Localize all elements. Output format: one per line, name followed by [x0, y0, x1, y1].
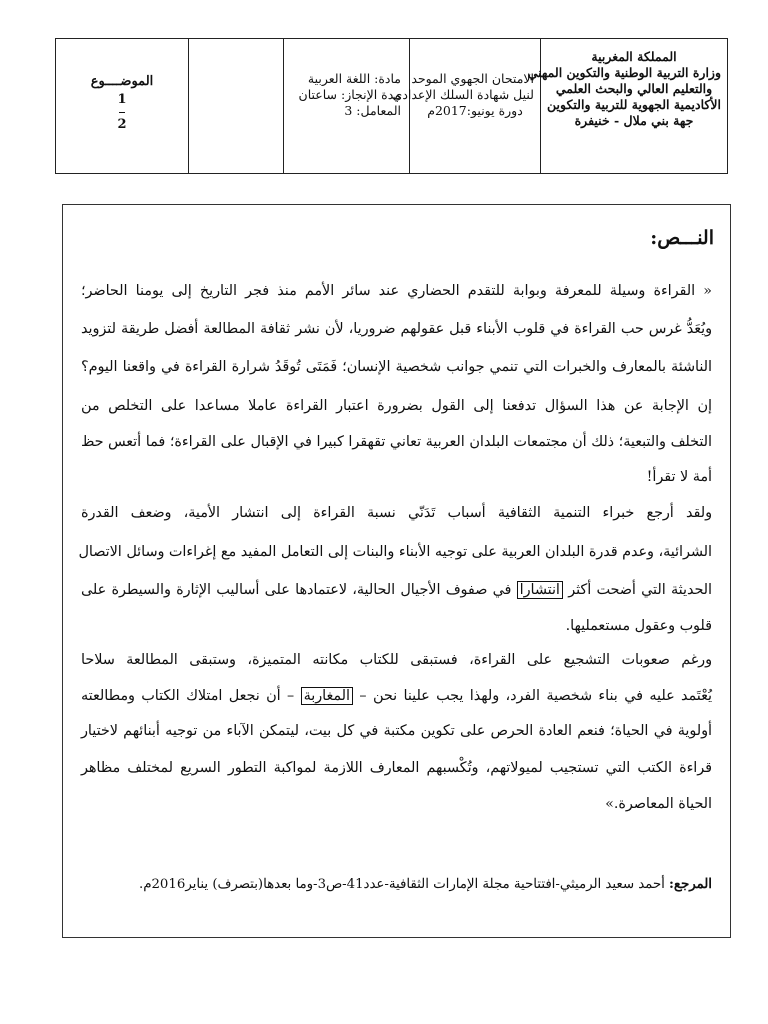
text-line-9-part-1: الحديثة التي أضحت أكثر — [568, 582, 713, 598]
page-total: 2 — [117, 117, 127, 132]
text-line-2: ويُعَدُّ غرس حب القراءة في قلوب الأبناء قبل عقولهم ضروريا، لأن نشر ثقافة المطالعة أفضل طريقة لتزويد — [81, 321, 712, 337]
text-line-5: التخلف والتبعية؛ ذلك أن مجتمعات البلدان العربية تعاني تقهقرا كبيرا في الإقبال على القراءة؛ فما أتعس حظ — [81, 434, 712, 450]
fraction-bar — [119, 112, 125, 113]
subject-name: مادة: اللغة العربية — [307, 71, 401, 86]
reference-text: أحمد سعيد الرميثي-افتتاحية مجلة الإمارات الثقافية-عدد41-ص3-وما بعدها(بتصرف) يناير2016م. — [139, 877, 665, 892]
duration: مدة الإنجاز: ساعتان — [298, 87, 401, 102]
text-line-9 — [81, 580, 712, 600]
text-line-10: قلوب وعقول مستعمليها. — [565, 618, 712, 634]
text-line-15: الحياة المعاصرة.» — [605, 796, 712, 812]
text-line-8: الشرائية، وعدم قدرة البلدان العربية على توجيه الأبناء والبنات إلى التعامل المفيد مع إغراءات وسائل الاتصال — [78, 544, 712, 560]
text-line-12 — [81, 686, 712, 706]
page-number: 1 — [117, 92, 127, 107]
kingdom-name: المملكة المغربية — [591, 49, 677, 64]
text-line-4: إن الإجابة عن هذا السؤال تدفعنا إلى القول بضرورة اعتبار القراءة عاملا مساعدا على التخلص من — [81, 398, 712, 414]
text-frame — [62, 204, 731, 938]
ministry-name-cont: والتعليم العالي والبحث العلمي — [555, 81, 713, 96]
reference — [139, 877, 712, 892]
region-name: جهة بني ملال - خنيفرة — [574, 113, 694, 128]
text-line-14: قراءة الكتب التي تستجيب لميولاتهم، وتُكْسبهم المعارف اللازمة لمواكبة التطور السريع لمختلف مظاهر — [81, 760, 712, 776]
text-line-9-part-2: في صفوف الأجيال الحالية، لاعتمادها على أساليب الإثارة والسيطرة على — [81, 582, 512, 598]
text-line-1: « القراءة وسيلة للمعرفة وبوابة للتقدم الحضاري عند سائر الأمم منذ فجر التاريخ إلى يومنا الحاضر؛ — [81, 283, 712, 299]
reference-label: المرجع: — [669, 877, 712, 892]
page-fraction — [56, 91, 188, 134]
boxed-word-intishar: انتشارا — [517, 581, 563, 599]
ministry-name: وزارة التربية الوطنية والتكوين المهني — [527, 65, 721, 80]
subject-cell — [283, 39, 409, 173]
blank-cell — [188, 39, 283, 173]
exam-header-table — [55, 38, 728, 174]
institution-cell — [527, 39, 727, 173]
exam-cell — [392, 39, 540, 173]
section-title: النـــص: — [650, 227, 714, 249]
exam-session: دورة يونيو:2017م — [427, 103, 523, 118]
exam-certificate: لنيل شهادة السلك الإعدادي — [392, 87, 534, 102]
topic-cell — [56, 39, 188, 173]
text-line-6: أمة لا تقرأ! — [646, 469, 712, 485]
exam-title: الامتحان الجهوي الموحد — [411, 71, 534, 86]
text-line-13: أولوية في الحياة؛ فنعم العادة الحرص على تكوين مكتبة في كل بيت، ليتمكن الآباء من توجيه أبنائهم لاختيار — [81, 723, 712, 739]
text-line-12-part-1: يُعْتَمد عليه في بناء شخصية الفرد، ولهذا يجب علينا نحن – — [359, 688, 712, 704]
text-line-7: ولقد أرجع خبراء التنمية الثقافية أسباب تَدَنّي نسبة القراءة إلى انتشار الأمية، وضعف القدرة — [81, 505, 712, 521]
text-line-3: الناشئة بالمعارف والخبرات التي تنمي جوانب شخصية الإنسان؛ فَمَتَى تُوقَدُ شرارة القراءة في واقعنا اليوم؟ — [81, 359, 712, 375]
boxed-word-maghariba: المغاربة — [301, 687, 353, 705]
academy-name: الأكاديمية الجهوية للتربية والتكوين — [547, 97, 721, 112]
text-line-11: ورغم صعوبات التشجيع على القراءة، فستبقى للكتاب مكانته المتميزة، وستبقى المطالعة سلاحا — [81, 652, 712, 668]
coefficient: المعامل: 3 — [344, 103, 401, 118]
text-line-12-part-2: – أن نجعل امتلاك الكتاب ومطالعته — [81, 688, 295, 704]
topic-label: الموضــــوع — [90, 74, 154, 89]
